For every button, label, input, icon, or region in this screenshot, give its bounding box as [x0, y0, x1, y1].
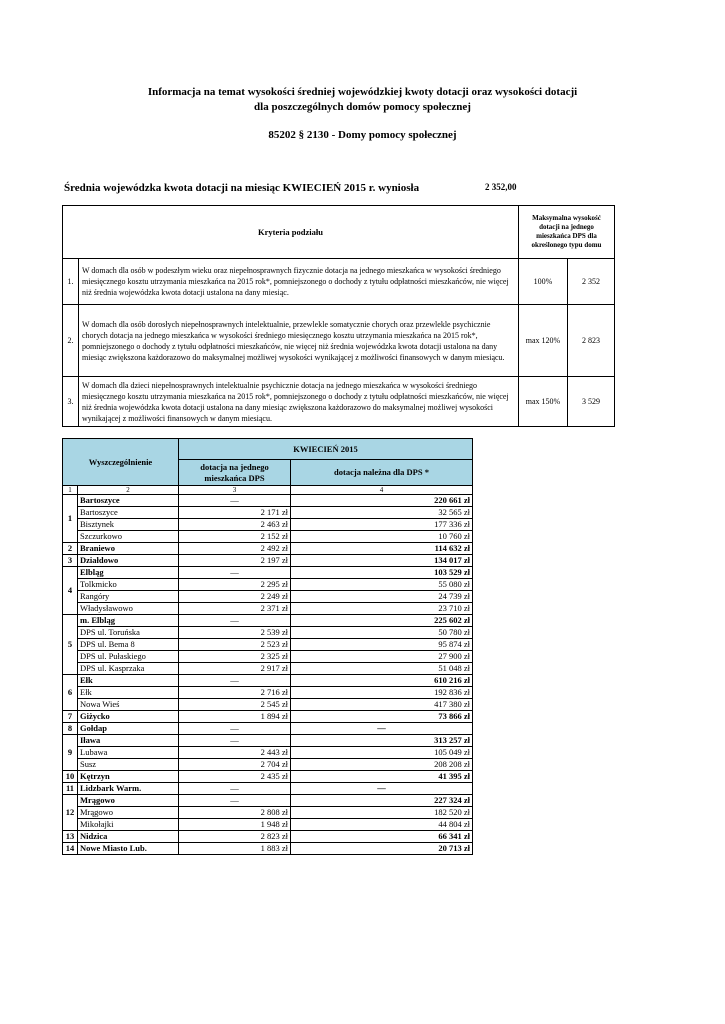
facility-name: Władysławowo	[78, 603, 179, 615]
row-number: 14	[63, 843, 78, 855]
facility-name: Bisztynek	[78, 519, 179, 531]
facility-name: DPS ul. Bema 8	[78, 639, 179, 651]
due-amount: 177 336 zł	[291, 519, 473, 531]
due-amount: 192 836 zł	[291, 687, 473, 699]
due-amount: 66 341 zł	[291, 831, 473, 843]
row-number: 6	[63, 675, 78, 711]
criteria-amount: 2 352	[568, 259, 615, 305]
per-resident-amount: —	[179, 567, 291, 579]
criteria-percent: max 120%	[519, 305, 568, 377]
per-resident-amount: 2 704 zł	[179, 759, 291, 771]
table-row	[63, 567, 473, 579]
table-row	[63, 807, 473, 819]
per-resident-amount: 2 443 zł	[179, 747, 291, 759]
row-number: 13	[63, 831, 78, 843]
facility-name: Braniewo	[78, 543, 179, 555]
facility-name: Bartoszyce	[78, 507, 179, 519]
per-resident-amount: 2 171 zł	[179, 507, 291, 519]
criteria-row	[63, 259, 615, 305]
per-resident-amount: 2 808 zł	[179, 807, 291, 819]
due-amount: 610 216 zł	[291, 675, 473, 687]
month-header: KWIECIEŃ 2015	[179, 439, 473, 460]
table-row	[63, 687, 473, 699]
criteria-text: W domach dla osób w podeszłym wieku oraz niepełnosprawnych fizycznie dotacja na jednego mieszkańca w wysokości średniego miesięcznego kosztu utrzymania mieszkańca na 2015 rok*, pomniejszonego o dochody z tytułu odpłatności mieszkańców, nie więcej niż średnia wojewódzka kwota dotacji ustalona na dany miesiąc.	[79, 259, 519, 305]
due-amount: 27 900 zł	[291, 651, 473, 663]
criteria-number: 1.	[63, 259, 79, 305]
row-number: 7	[63, 711, 78, 723]
due-amount: 10 760 zł	[291, 531, 473, 543]
due-amount: 208 208 zł	[291, 759, 473, 771]
table-row	[63, 711, 473, 723]
table-row	[63, 723, 473, 735]
row-number: 12	[63, 795, 78, 831]
per-resident-amount: 2 463 zł	[179, 519, 291, 531]
per-resident-amount: 2 371 zł	[179, 603, 291, 615]
facility-name: Mrągowo	[78, 807, 179, 819]
row-number: 8	[63, 723, 78, 735]
table-row	[63, 507, 473, 519]
per-resident-amount: —	[179, 675, 291, 687]
due-amount: 103 529 zł	[291, 567, 473, 579]
criteria-text: W domach dla osób dorosłych niepełnosprawnych intelektualnie, przewlekle somatycznie chorych oraz przewlekle psychicznie chorych dotacja na jednego mieszkańca w wysokości średniego miesięcznego kosztu utrzymania mieszkańca na 2015 rok*, pomniejszonego o dochody z tytułu odpłatności mieszkańców, nie więcej niż średnia wojewódzka kwota dotacji ustalona na dany miesiąc zwiększona każdorazowo do maksymalnej możliwej wysokości wynikającej z możliwości finansowych w danym miesiącu.	[79, 305, 519, 377]
row-number: 9	[63, 735, 78, 771]
table-row	[63, 819, 473, 831]
per-resident-amount: 2 539 zł	[179, 627, 291, 639]
table-row	[63, 747, 473, 759]
per-resident-amount: 2 545 zł	[179, 699, 291, 711]
column-number: 4	[291, 486, 473, 495]
criteria-number: 2.	[63, 305, 79, 377]
table-row	[63, 555, 473, 567]
facility-name: Rangóry	[78, 591, 179, 603]
facility-name: Ełk	[78, 675, 179, 687]
facility-name: Nidzica	[78, 831, 179, 843]
due-amount: 95 874 zł	[291, 639, 473, 651]
per-resident-amount: 2 523 zł	[179, 639, 291, 651]
due-amount: 73 866 zł	[291, 711, 473, 723]
criteria-table	[62, 205, 615, 427]
table-row	[63, 519, 473, 531]
due-amount: —	[291, 723, 473, 735]
due-amount: 32 565 zł	[291, 507, 473, 519]
facility-name: Giżycko	[78, 711, 179, 723]
per-resident-amount: 1 883 zł	[179, 843, 291, 855]
table-row	[63, 615, 473, 627]
column-number: 3	[179, 486, 291, 495]
due-amount: 24 739 zł	[291, 591, 473, 603]
per-resident-amount: —	[179, 615, 291, 627]
table-row	[63, 699, 473, 711]
due-amount: 182 520 zł	[291, 807, 473, 819]
due-amount: 417 380 zł	[291, 699, 473, 711]
facility-name: Elbląg	[78, 567, 179, 579]
table-row	[63, 831, 473, 843]
due-amount: 225 602 zł	[291, 615, 473, 627]
per-resident-amount: 2 435 zł	[179, 771, 291, 783]
table-row	[63, 627, 473, 639]
row-number: 2	[63, 543, 78, 555]
facility-name: Mikołajki	[78, 819, 179, 831]
facility-name: Gołdap	[78, 723, 179, 735]
per-resident-amount: —	[179, 495, 291, 507]
facility-name: Działdowo	[78, 555, 179, 567]
budget-classification: 85202 § 2130 - Domy pomocy społecznej	[268, 129, 457, 141]
criteria-amount: 2 823	[568, 305, 615, 377]
document-title-line-2: dla poszczególnych domów pomocy społecznej	[254, 101, 471, 113]
per-resident-amount: 2 152 zł	[179, 531, 291, 543]
table-row	[63, 603, 473, 615]
per-resident-amount: 2 325 zł	[179, 651, 291, 663]
max-subsidy-header: Maksymalna wysokość dotacji na jednego mieszkańca DPS dla określonego typu domu	[519, 206, 615, 259]
per-resident-amount: 1 894 zł	[179, 711, 291, 723]
table-row	[63, 663, 473, 675]
per-resident-amount: 2 197 zł	[179, 555, 291, 567]
per-resident-amount: 1 948 zł	[179, 819, 291, 831]
criteria-row	[63, 377, 615, 427]
table-row	[63, 783, 473, 795]
facility-name: Tolkmicko	[78, 579, 179, 591]
table-row	[63, 639, 473, 651]
criteria-amount: 3 529	[568, 377, 615, 427]
per-resident-amount: —	[179, 723, 291, 735]
document-title-line-1: Informacja na temat wysokości średniej wojewódzkiej kwoty dotacji oraz wysokości dotacji	[147, 86, 578, 98]
due-subsidy-header: dotacja należna dla DPS *	[291, 460, 473, 486]
due-amount: 105 049 zł	[291, 747, 473, 759]
due-amount: 41 395 zł	[291, 771, 473, 783]
table-row	[63, 843, 473, 855]
facility-name: Iława	[78, 735, 179, 747]
criteria-percent: 100%	[519, 259, 568, 305]
row-number: 3	[63, 555, 78, 567]
per-resident-amount: 2 492 zł	[179, 543, 291, 555]
per-resident-amount: —	[179, 735, 291, 747]
per-resident-amount: 2 249 zł	[179, 591, 291, 603]
facility-name: DPS ul. Kasprzaka	[78, 663, 179, 675]
due-amount: 313 257 zł	[291, 735, 473, 747]
criteria-number: 3.	[63, 377, 79, 427]
due-amount: 51 048 zł	[291, 663, 473, 675]
table-row	[63, 495, 473, 507]
due-amount: 20 713 zł	[291, 843, 473, 855]
table-row	[63, 759, 473, 771]
row-number: 4	[63, 567, 78, 615]
per-resident-amount: 2 917 zł	[179, 663, 291, 675]
facility-name: Lubawa	[78, 747, 179, 759]
facility-name: Nowa Wieś	[78, 699, 179, 711]
due-amount: 114 632 zł	[291, 543, 473, 555]
facility-name: Kętrzyn	[78, 771, 179, 783]
due-amount: —	[291, 783, 473, 795]
column-number: 1	[63, 486, 78, 495]
criteria-header: Kryteria podziału	[63, 206, 519, 259]
facility-name: Mrągowo	[78, 795, 179, 807]
average-subsidy-label: Średnia wojewódzka kwota dotacji na miesiąc KWIECIEŃ 2015 r. wyniosła	[64, 182, 420, 194]
criteria-text: W domach dla dzieci niepełnosprawnych intelektualnie psychicznie dotacja na jednego mieszkańca w wysokości średniego miesięcznego kosztu utrzymania mieszkańca na 2015 rok*, pomniejszonego o dochody z tytułu odpłatności mieszkańców, nie więcej niż średnia wojewódzka kwota dotacji ustalona na dany miesiąc zwiększona każdorazowo do maksymalnej możliwej wysokości wynikającej z możliwości finansowych w danym miesiącu.	[79, 377, 519, 427]
table-row	[63, 771, 473, 783]
per-resident-amount: —	[179, 783, 291, 795]
due-amount: 50 780 zł	[291, 627, 473, 639]
row-number: 1	[63, 495, 78, 543]
criteria-header-row	[63, 206, 615, 259]
table-row	[63, 651, 473, 663]
per-resident-amount: 2 295 zł	[179, 579, 291, 591]
subsidy-table	[62, 438, 473, 855]
per-resident-amount: —	[179, 795, 291, 807]
facility-name: DPS ul. Pułaskiego	[78, 651, 179, 663]
due-amount: 23 710 zł	[291, 603, 473, 615]
due-amount: 55 080 zł	[291, 579, 473, 591]
facility-name: Nowe Miasto Lub.	[78, 843, 179, 855]
due-amount: 134 017 zł	[291, 555, 473, 567]
column-number: 2	[78, 486, 179, 495]
table-row	[63, 579, 473, 591]
table-row	[63, 591, 473, 603]
facility-name: Ełk	[78, 687, 179, 699]
table-row	[63, 795, 473, 807]
due-amount: 44 804 zł	[291, 819, 473, 831]
criteria-percent: max 150%	[519, 377, 568, 427]
table-row	[63, 675, 473, 687]
average-subsidy-value: 2 352,00	[485, 182, 517, 192]
per-resident-amount: 2 823 zł	[179, 831, 291, 843]
facility-name: Szczurkowo	[78, 531, 179, 543]
row-number: 5	[63, 615, 78, 675]
table-row	[63, 543, 473, 555]
facility-name: m. Elbląg	[78, 615, 179, 627]
per-resident-amount: 2 716 zł	[179, 687, 291, 699]
facility-name: Bartoszyce	[78, 495, 179, 507]
facility-name: Lidzbark Warm.	[78, 783, 179, 795]
table-row	[63, 531, 473, 543]
specification-header: Wyszczególnienie	[63, 439, 179, 486]
row-number: 11	[63, 783, 78, 795]
facility-name: Susz	[78, 759, 179, 771]
row-number: 10	[63, 771, 78, 783]
due-amount: 227 324 zł	[291, 795, 473, 807]
per-resident-header: dotacja na jednego mieszkańca DPS	[179, 460, 291, 486]
facility-name: DPS ul. Toruńska	[78, 627, 179, 639]
table-row	[63, 735, 473, 747]
due-amount: 220 661 zł	[291, 495, 473, 507]
criteria-row	[63, 305, 615, 377]
